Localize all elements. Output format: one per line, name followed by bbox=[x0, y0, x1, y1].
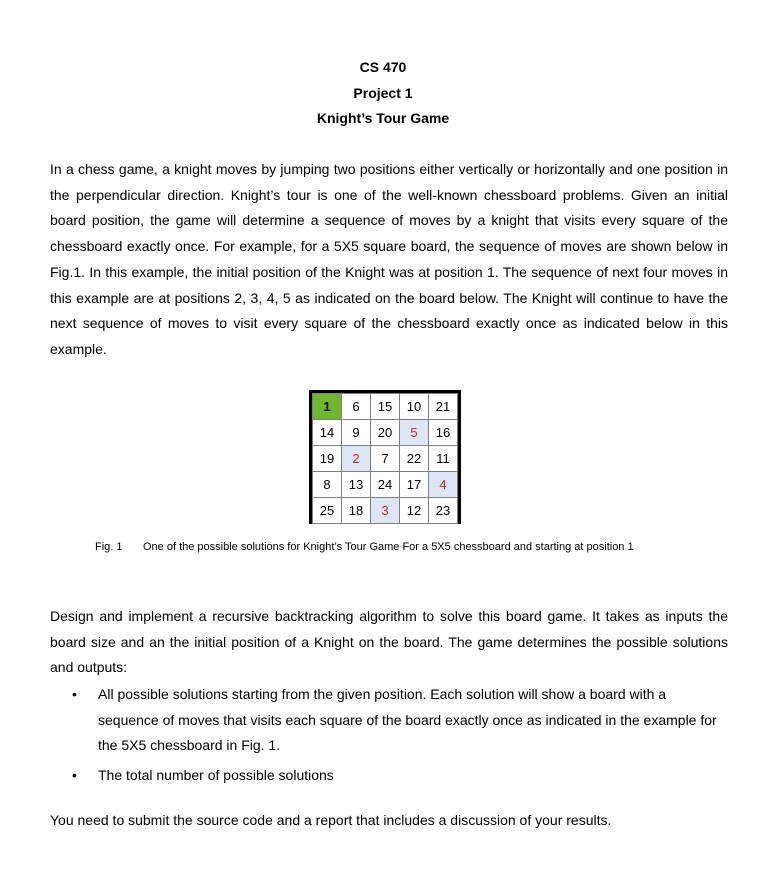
course-code: CS 470 bbox=[359, 59, 407, 75]
board-cell: 20 bbox=[371, 420, 400, 446]
board-cell: 25 bbox=[313, 498, 342, 524]
board-cell-move-4: 4 bbox=[429, 472, 458, 498]
figure-caption-text: One of the possible solutions for Knight’s Tour Game For a 5X5 chessboard and starting at position 1 bbox=[143, 541, 634, 553]
document-title: Knight’s Tour Game bbox=[316, 110, 450, 126]
task-paragraph: Design and implement a recursive backtracking algorithm to solve this board game. It takes as inputs the board size and an the initial position of a Knight on the board. The game determines the possible solutions and outputs: bbox=[50, 608, 728, 676]
intro-paragraph: In a chess game, a knight moves by jumping two positions either vertically or horizontally and one position in the perpendicular direction. Knight’s tour is one of the well-known chessboard problems. Given an initial board position, the game will determine a sequence of moves by a knight that visits every square of the chessboard exactly once. For example, for a 5X5 square board, the sequence of moves are shown below in Fig.1. In this example, the initial position of the Knight was at position 1. The sequence of next four moves in this example are at positions 2, 3, 4, 5 as indicated on the board below. The Knight will continue to have the next sequence of moves to visit every square of the chessboard exactly once as indicated below in this example. bbox=[50, 161, 728, 357]
board-cell-move-5: 5 bbox=[400, 420, 429, 446]
board-cell: 13 bbox=[342, 472, 371, 498]
board-row bbox=[313, 420, 458, 446]
board-cell: 18 bbox=[342, 498, 371, 524]
board-row bbox=[313, 446, 458, 472]
board-cell: 17 bbox=[400, 472, 429, 498]
board-cell: 22 bbox=[400, 446, 429, 472]
project-number: Project 1 bbox=[353, 85, 413, 101]
board-row bbox=[313, 472, 458, 498]
board-cell: 24 bbox=[371, 472, 400, 498]
board-cell-move-3: 3 bbox=[371, 498, 400, 524]
board-cell: 8 bbox=[313, 472, 342, 498]
list-item bbox=[50, 763, 728, 789]
list-item bbox=[50, 682, 728, 759]
board-cell: 11 bbox=[429, 446, 458, 472]
figure-caption bbox=[95, 541, 634, 553]
board-cell: 6 bbox=[342, 394, 371, 420]
board-cell: 23 bbox=[429, 498, 458, 524]
board-cell: 16 bbox=[429, 420, 458, 446]
board-cell: 9 bbox=[342, 420, 371, 446]
board-cell: 12 bbox=[400, 498, 429, 524]
chessboard-grid bbox=[312, 393, 458, 524]
board-cell-start: 1 bbox=[313, 394, 342, 420]
output-list bbox=[50, 682, 728, 789]
board-cell: 19 bbox=[313, 446, 342, 472]
bullet-icon: • bbox=[72, 686, 77, 702]
closing-paragraph: You need to submit the source code and a report that includes a discussion of your results. bbox=[50, 812, 612, 828]
chessboard-figure bbox=[309, 390, 461, 524]
board-row bbox=[313, 394, 458, 420]
board-cell: 10 bbox=[400, 394, 429, 420]
board-cell: 14 bbox=[313, 420, 342, 446]
board-cell: 21 bbox=[429, 394, 458, 420]
board-cell: 15 bbox=[371, 394, 400, 420]
board-cell-move-2: 2 bbox=[342, 446, 371, 472]
list-item-text: All possible solutions starting from the given position. Each solution will show a board with a sequence of moves that visits each square of the board exactly once as indicated in the example for the 5X5 chessboard in Fig. 1. bbox=[98, 686, 717, 754]
board-cell: 7 bbox=[371, 446, 400, 472]
board-row bbox=[313, 498, 458, 524]
bullet-icon: • bbox=[72, 767, 77, 784]
list-item-text: The total number of possible solutions bbox=[98, 767, 334, 784]
figure-label: Fig. 1 bbox=[95, 541, 123, 553]
